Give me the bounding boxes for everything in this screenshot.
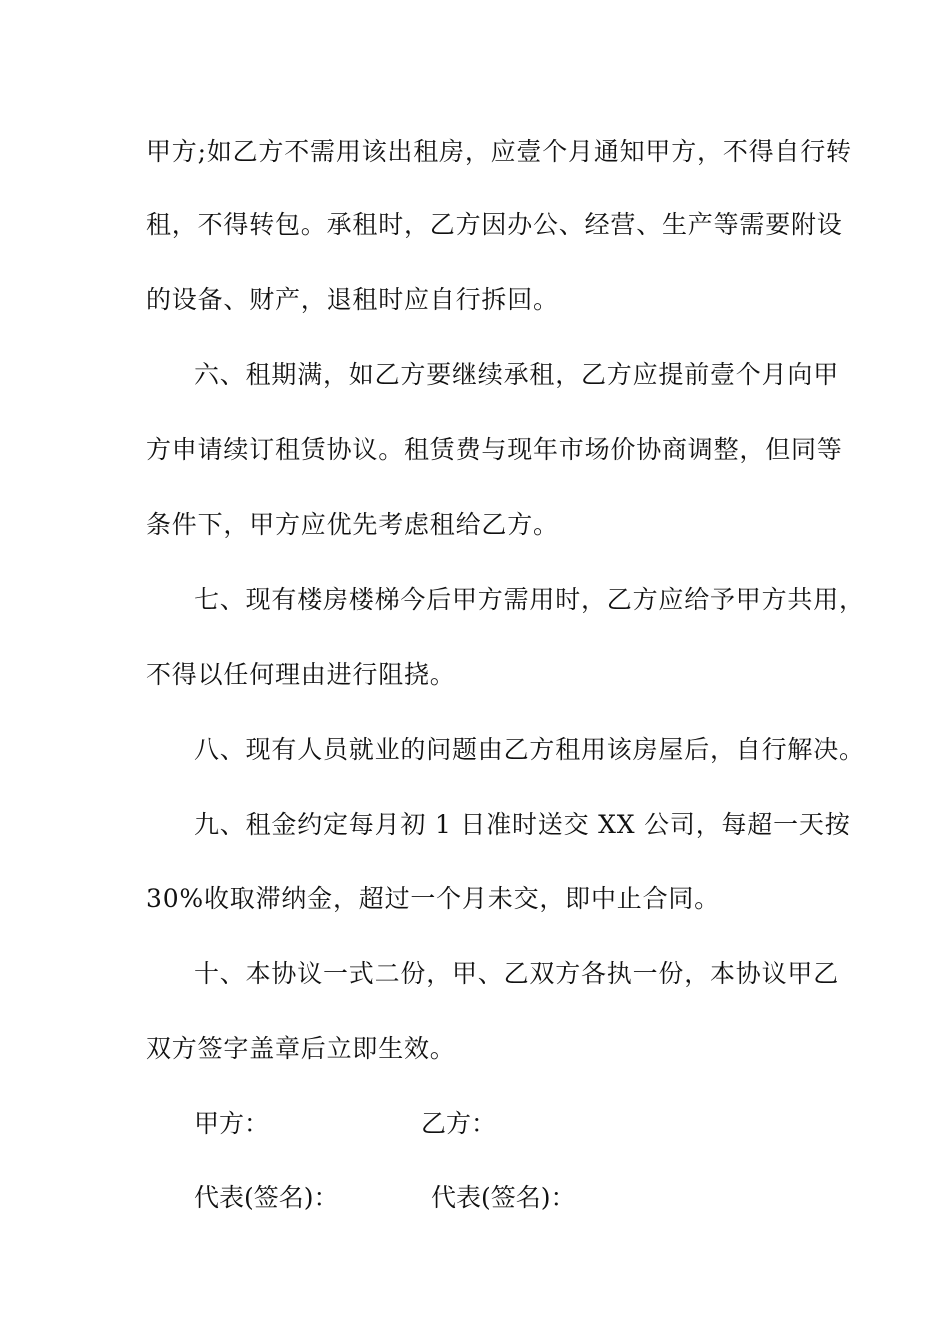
clause-ten: 十、本协议一式二份，甲、乙双方各执一份，本协议甲乙 (194, 959, 840, 988)
paragraph-line: 双方签字盖章后立即生效。 (146, 1034, 456, 1063)
paragraph-line: 方申请续订租赁协议。租赁费与现年市场价协商调整，但同等 (146, 435, 843, 464)
party-a-representative-label: 代表(签名)： (194, 1183, 339, 1212)
paragraph-line: 租，不得转包。承租时，乙方因办公、经营、生产等需要附设 (146, 210, 843, 239)
paragraph-line: 的设备、财产，退租时应自行拆回。 (146, 285, 559, 314)
clause-six: 六、租期满，如乙方要继续承租，乙方应提前壹个月向甲 (194, 360, 840, 389)
party-b-representative-label: 代表(签名)： (431, 1183, 576, 1212)
paragraph-line: 甲方;如乙方不需用该出租房，应壹个月通知甲方，不得自行转 (146, 137, 852, 166)
party-b-label: 乙方： (421, 1109, 497, 1138)
party-a-label: 甲方： (194, 1109, 270, 1138)
clause-nine: 九、租金约定每月初 1 日准时送交 XX 公司，每超一天按 (194, 810, 851, 839)
clause-seven: 七、现有楼房楼梯今后甲方需用时，乙方应给予甲方共用， (194, 585, 865, 614)
paragraph-line: 30%收取滞纳金，超过一个月未交，即中止合同。 (146, 884, 720, 913)
paragraph-line: 条件下，甲方应优先考虑租给乙方。 (146, 510, 559, 539)
paragraph-line: 不得以任何理由进行阻挠。 (146, 660, 456, 689)
clause-eight: 八、现有人员就业的问题由乙方租用该房屋后，自行解决。 (194, 735, 865, 764)
